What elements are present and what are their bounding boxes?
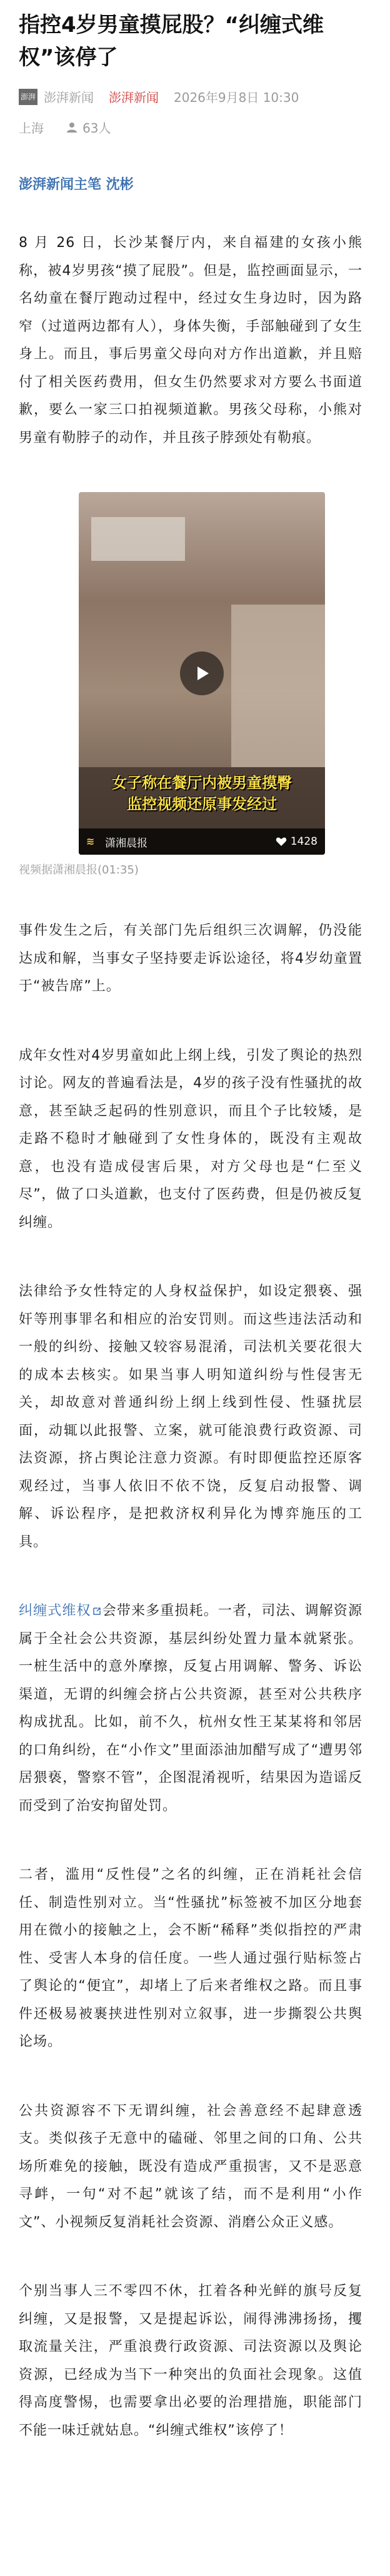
video-source-note: 视频据潇湘晨报(01:35)	[19, 863, 139, 877]
video-player[interactable]	[79, 492, 325, 855]
video-frame-shelf	[91, 517, 185, 561]
location-label: 上海	[19, 121, 44, 136]
body-paragraph-5-text: 会带来多重损耗。一者，司法、调解资源属于全社会公共资源，基层纠纷处置力量本就紧张。一桩生活中的意外摩擦，反复占用调解、警务、诉讼渠道，无谓的纠缠会挤占公共资源，甚至对公共秩序构成扰乱。比如，前不久，杭州女性王某某将和邻居的口角纠纷，在“小作文”里面添油加醋写成了“遭男邻居猥亵，警察不管”，企图混淆视听，结果因为造谣反而受到了治安拘留处罚。	[19, 1603, 362, 1814]
body-paragraph-1: 8 月 26 日，长沙某餐厅内，来自福建的女孩小熊称，被4岁男孩“摸了屁股”。但是，监控画面显示，一名幼童在餐厅跑动过程中，经过女生身边时，因为路窄（过道两边都有人），身体失衡，手部触碰到了女生身上。而且，事后男童父母向对方作出道歉，并且赔付了相关医药费用，但女生仍然要求对方要么书面道歉，要么一家三口拍视频道歉。男孩父母称，小熊对男童有勒脖子的动作，并且孩子脖颈处有勒痕。	[19, 235, 362, 446]
play-button[interactable]	[180, 652, 224, 695]
article-meta	[19, 88, 362, 106]
video-likes-count: 1428	[290, 835, 318, 848]
body-paragraph-8: 个别当事人三不零四不休，扛着各种光鲜的旗号反复纠缠，又是报警，又是提起诉讼，闹得沸沸扬扬，攫取流量关注，严重浪费行政资源、司法资源以及舆论资源，已经成为当下一种突出的负面社会现象。这值得高度警惕，也需要拿出必要的治理措施，职能部门不能一味迁就姑息。“纠缠式维权”该停了！	[19, 2283, 362, 2438]
external-link-icon	[92, 1607, 101, 1616]
body-paragraph-2: 事件发生之后，有关部门先后组织三次调解，仍没能达成和解，当事女子坚持要走诉讼途径，将4岁幼童置于“被告席”上。	[19, 923, 362, 994]
body-paragraph-6: 二者，滥用“反性侵”之名的纠缠，正在消耗社会信任、制造性别对立。当“性骚扰”标签被不加区分地套用在微小的接触之上，会不断“稀释”类似指控的严肃性、受害人本身的信任度。一些人通过强行贴标签占了舆论的“便宜”，却堵上了后来者维权之路。而且事件还极易被裹挟进性别对立叙事，进一步撕裂公共舆论场。	[19, 1867, 362, 2050]
source-logo: 澎湃	[19, 89, 38, 105]
body-paragraph-4: 法律给予女性特定的人身权益保护，如设定猥亵、强奸等刑事罪名和相应的治安罚则。而这些违法活动和一般的纠纷、接触又较容易混淆，司法机关要花很大的成本去核实。如果当事人明知道纠纷与性侵害无关，却故意对普通纠纷上纲上线到性侵、性骚扰层面，动辄以此报警、立案，就可能浪费行政资源、司法资源，挤占舆论注意力资源。有时即便监控还原客观经过，当事人依旧不依不饶，反复启动报警、调解、诉讼程序，是把救济权利异化为博弈施压的工具。	[19, 1284, 362, 1550]
article-page	[0, 9, 390, 2445]
topic-link-entangled-rights[interactable]: 纠缠式维权	[19, 1603, 91, 1619]
video-caption	[79, 772, 325, 815]
body-paragraph-5	[19, 1597, 362, 1820]
article-meta-secondary	[19, 118, 362, 136]
video-brand	[86, 834, 148, 850]
article-title: 指控4岁男童摸屁股？“纠缠式维权”该停了	[19, 13, 324, 70]
video-likes[interactable]	[276, 835, 318, 848]
video-footer	[79, 828, 325, 855]
body-paragraph-7: 公共资源容不下无谓纠缠，社会善意经不起肆意透支。类似孩子无意中的磕碰、邻里之间的口角、公共场所难免的接触，既没有造成严重损害，又不是恶意寻衅，一句“对不起”就该了结，而不是利用“小作文”、小视频反复消耗社会资源、消磨公众正义感。	[19, 2103, 362, 2230]
source-link[interactable]: 澎湃新闻	[109, 90, 159, 105]
view-count-value: 63人	[82, 121, 111, 136]
person-icon	[66, 122, 78, 133]
author-byline: 澎湃新闻主笔 沈彬	[19, 177, 134, 193]
publish-datetime: 2026年9月8日 10:30	[174, 90, 299, 105]
body-paragraph-3: 成年女性对4岁男童如此上纲上线，引发了舆论的热烈讨论。网友的普遍看法是，4岁的孩子没有性骚扰的故意，甚至缺乏起码的性别意识，而且个子比较矮，是走路不稳时才触碰到了女性身体的，既没有主观故意，也没有造成侵害后果，对方父母也是“仁至义尽”，做了口头道歉，也支付了医药费，但是仍被反复纠缠。	[19, 1047, 362, 1230]
video-frame-counter	[231, 605, 325, 767]
source-name: 澎湃新闻	[44, 90, 94, 105]
video-brand-name: 潇湘晨报	[105, 837, 148, 850]
video-caption-line-1: 女子称在餐厅内被男童摸臀	[112, 774, 292, 792]
play-icon	[192, 664, 211, 683]
video-caption-line-2: 监控视频还原事发经过	[127, 795, 277, 813]
heart-icon	[276, 837, 287, 847]
brand-logo-icon: ≋	[86, 835, 95, 847]
view-count	[66, 118, 111, 136]
